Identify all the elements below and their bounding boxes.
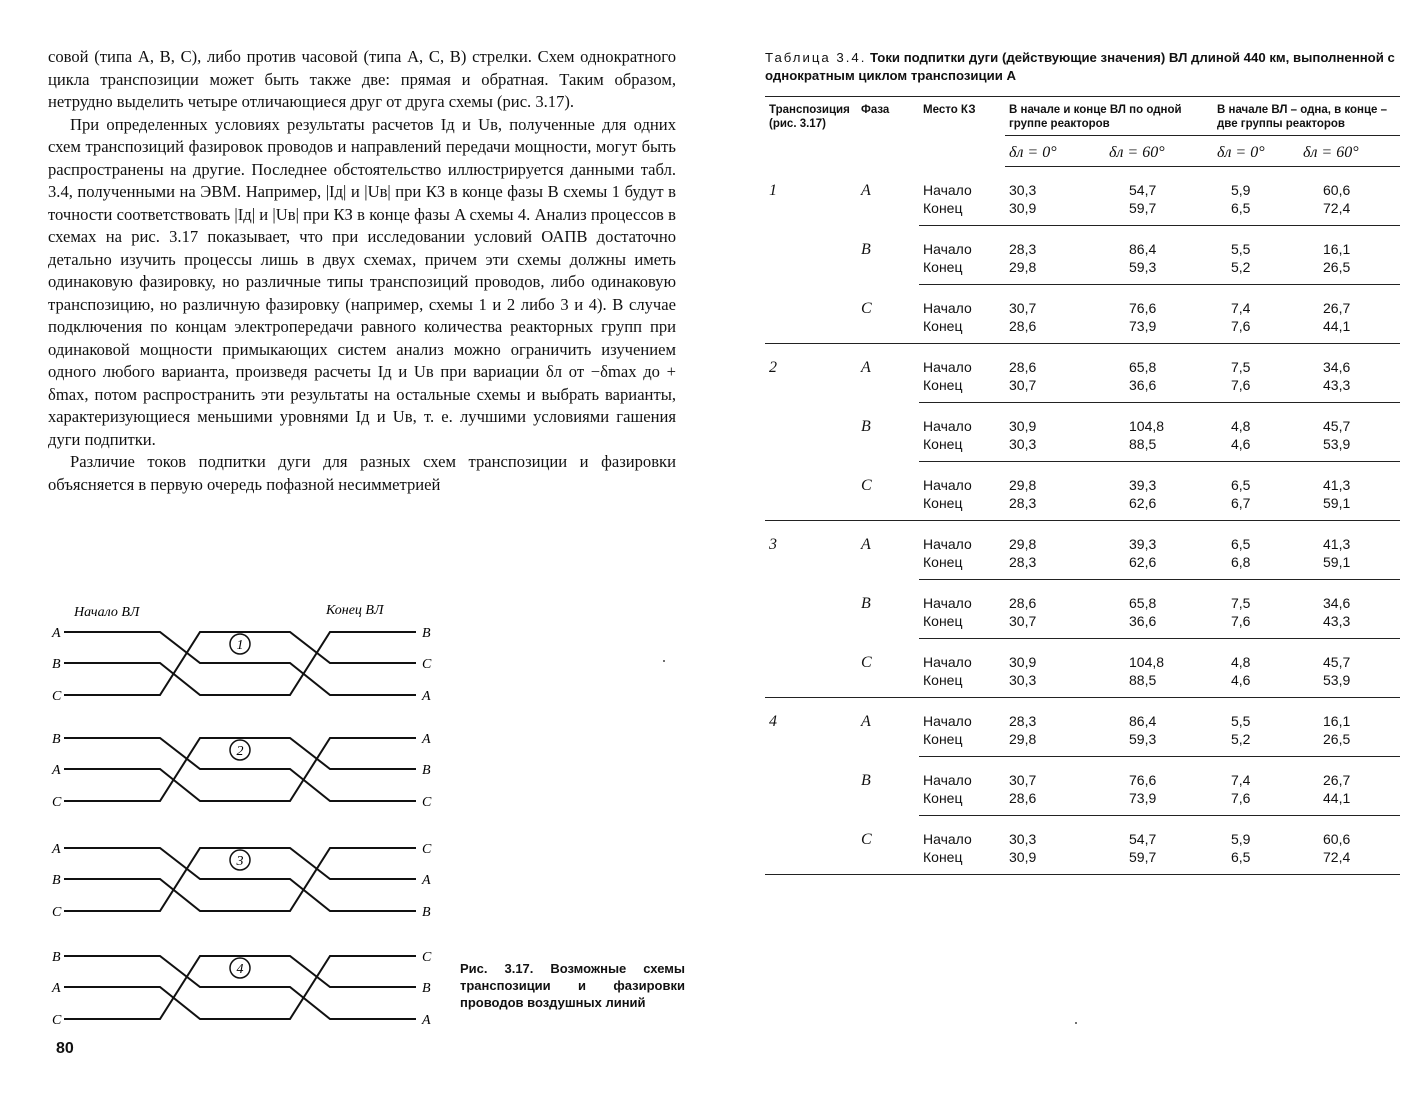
phase-label-right: A xyxy=(422,873,431,888)
value-cell xyxy=(1213,344,1299,403)
value-cell xyxy=(1005,580,1105,639)
value-cell xyxy=(1213,816,1299,875)
transposition-cell-text: 2 xyxy=(769,359,777,376)
phase-cell xyxy=(857,816,919,875)
transposition-cell xyxy=(765,226,857,285)
fault-cell-line: Начало xyxy=(923,713,972,729)
transposition-cell xyxy=(765,462,857,521)
phase-label-right: C xyxy=(422,842,432,857)
value-cell xyxy=(1105,226,1213,285)
phase-label-left: B xyxy=(52,950,61,965)
phase-label-left: A xyxy=(52,842,61,857)
fault-cell xyxy=(919,344,1005,403)
phase-cell-text: A xyxy=(861,536,871,553)
value-cell-line: 54,7 xyxy=(1129,182,1157,198)
value-cell-line: 30,3 xyxy=(1009,831,1037,847)
value-cell-line: 4,8 xyxy=(1231,418,1251,434)
header-fault: Место КЗ xyxy=(919,97,1005,167)
value-cell xyxy=(1105,580,1213,639)
value-cell-line: 16,1 xyxy=(1323,241,1351,257)
fault-cell-line: Начало xyxy=(923,536,972,552)
phase-label-left: A xyxy=(52,626,61,641)
phase-cell xyxy=(857,698,919,757)
value-cell-line: 29,8 xyxy=(1009,536,1037,552)
value-cell-line: 5,2 xyxy=(1231,731,1251,747)
table-row xyxy=(765,462,1400,521)
value-cell-line: 5,5 xyxy=(1231,713,1251,729)
transposition-cell-text: 3 xyxy=(769,536,777,553)
phase-label-right: C xyxy=(422,795,432,810)
phase-label-right: B xyxy=(422,626,431,641)
value-cell xyxy=(1105,521,1213,580)
phase-cell-text: B xyxy=(861,594,871,612)
table-caption xyxy=(765,49,1395,85)
value-cell-line: 41,3 xyxy=(1323,536,1351,552)
value-cell-line: 26,5 xyxy=(1323,731,1351,747)
value-cell-line: 73,9 xyxy=(1129,318,1157,334)
scheme-number: 2 xyxy=(236,744,244,759)
value-cell-line: 7,6 xyxy=(1231,613,1251,629)
figure-start-label: Начало ВЛ xyxy=(74,605,140,620)
value-cell-line: 7,5 xyxy=(1231,359,1251,375)
phase-label-left: A xyxy=(52,763,61,778)
phase-label-right: C xyxy=(422,950,432,965)
phase-label-left: C xyxy=(52,1013,62,1028)
header-d0-a: δл = 0° xyxy=(1005,136,1105,167)
value-cell-line: 28,6 xyxy=(1009,790,1037,806)
phase-label-left: C xyxy=(52,689,62,704)
value-cell-line: 30,9 xyxy=(1009,200,1037,216)
fault-cell-line: Начало xyxy=(923,241,972,257)
value-cell xyxy=(1213,462,1299,521)
phase-label-left: C xyxy=(52,905,62,920)
phase-label-right: C xyxy=(422,657,432,672)
value-cell xyxy=(1213,167,1299,226)
header-d0-b: δл = 0° xyxy=(1213,136,1299,167)
value-cell-line: 65,8 xyxy=(1129,595,1157,611)
value-cell-line: 30,7 xyxy=(1009,772,1037,788)
value-cell-line: 7,4 xyxy=(1231,772,1251,788)
fault-cell-line: Конец xyxy=(923,377,963,393)
fault-cell xyxy=(919,698,1005,757)
transposition-cell xyxy=(765,639,857,698)
table-3-4 xyxy=(765,96,1400,875)
value-cell xyxy=(1005,344,1105,403)
page-speck xyxy=(663,660,665,662)
value-cell-line: 6,5 xyxy=(1231,200,1251,216)
value-cell-line: 62,6 xyxy=(1129,554,1157,570)
transposition-cell xyxy=(765,167,857,226)
value-cell-line: 5,2 xyxy=(1231,259,1251,275)
header-transposition: Транспозиция (рис. 3.17) xyxy=(765,97,857,167)
table-row xyxy=(765,698,1400,757)
value-cell-line: 30,9 xyxy=(1009,849,1037,865)
fault-cell xyxy=(919,285,1005,344)
value-cell-line: 7,5 xyxy=(1231,595,1251,611)
value-cell-line: 59,7 xyxy=(1129,200,1157,216)
fault-cell xyxy=(919,816,1005,875)
value-cell-line: 39,3 xyxy=(1129,477,1157,493)
value-cell-line: 5,5 xyxy=(1231,241,1251,257)
value-cell-line: 28,3 xyxy=(1009,713,1037,729)
fault-cell-line: Начало xyxy=(923,831,972,847)
value-cell-line: 62,6 xyxy=(1129,495,1157,511)
fault-cell xyxy=(919,462,1005,521)
value-cell-line: 28,3 xyxy=(1009,554,1037,570)
value-cell-line: 30,3 xyxy=(1009,436,1037,452)
table-title: Токи подпитки дуги (действующие значения) ВЛ длиной 440 км, выполненной с однократным циклом транспозиции A xyxy=(765,50,1395,83)
value-cell xyxy=(1105,639,1213,698)
transposition-figure xyxy=(50,598,450,1038)
value-cell xyxy=(1005,639,1105,698)
figure-end-label: Конец ВЛ xyxy=(326,603,384,618)
value-cell xyxy=(1299,462,1400,521)
fault-cell xyxy=(919,757,1005,816)
value-cell-line: 7,6 xyxy=(1231,318,1251,334)
value-cell xyxy=(1105,403,1213,462)
value-cell xyxy=(1299,403,1400,462)
table-row xyxy=(765,757,1400,816)
value-cell xyxy=(1213,580,1299,639)
value-cell-line: 59,3 xyxy=(1129,259,1157,275)
page-number: 80 xyxy=(56,1040,74,1057)
value-cell xyxy=(1005,757,1105,816)
value-cell xyxy=(1005,816,1105,875)
header-d60-a: δл = 60° xyxy=(1105,136,1213,167)
fault-cell-line: Начало xyxy=(923,418,972,434)
transposition-cell xyxy=(765,757,857,816)
value-cell-line: 7,4 xyxy=(1231,300,1251,316)
value-cell-line: 34,6 xyxy=(1323,595,1351,611)
value-cell-line: 6,5 xyxy=(1231,536,1251,552)
header-group2: В начале ВЛ – одна, в конце – две группы реакторов xyxy=(1213,97,1400,136)
phase-cell-text: A xyxy=(861,181,871,199)
table-row xyxy=(765,580,1400,639)
value-cell-line: 36,6 xyxy=(1129,613,1157,629)
phase-cell xyxy=(857,462,919,521)
scheme-number: 3 xyxy=(236,854,244,869)
table-row xyxy=(765,521,1400,580)
paragraph-1: совой (типа A, B, C), либо против часовой (типа A, C, B) стрелки. Схем однократного цикла транспозиции может быть также две: прямая и обратная. Таким образом, нетрудно выделить четыре отличающиеся друг от друга схемы (рис. 3.17). xyxy=(48,47,676,111)
phase-label-right: B xyxy=(422,981,431,996)
phase-cell-text: C xyxy=(861,299,872,317)
value-cell-line: 28,3 xyxy=(1009,241,1037,257)
fault-cell-line: Конец xyxy=(923,554,963,570)
phase-label-right: A xyxy=(422,732,431,747)
value-cell-line: 30,7 xyxy=(1009,613,1037,629)
phase-label-right: B xyxy=(422,905,431,920)
value-cell-line: 53,9 xyxy=(1323,436,1351,452)
value-cell-line: 7,6 xyxy=(1231,790,1251,806)
value-cell-line: 86,4 xyxy=(1129,713,1157,729)
value-cell xyxy=(1105,285,1213,344)
value-cell xyxy=(1299,580,1400,639)
value-cell-line: 53,9 xyxy=(1323,672,1351,688)
fault-cell-line: Начало xyxy=(923,359,972,375)
header-group1: В начале и конце ВЛ по одной группе реакторов xyxy=(1005,97,1213,136)
value-cell-line: 65,8 xyxy=(1129,359,1157,375)
fault-cell xyxy=(919,403,1005,462)
transposition-cell xyxy=(765,698,857,757)
phase-label-left: B xyxy=(52,657,61,672)
phase-cell xyxy=(857,757,919,816)
value-cell-line: 30,3 xyxy=(1009,182,1037,198)
value-cell-line: 59,1 xyxy=(1323,554,1351,570)
fault-cell-line: Конец xyxy=(923,199,963,216)
value-cell-line: 59,7 xyxy=(1129,849,1157,865)
value-cell xyxy=(1213,521,1299,580)
phase-cell xyxy=(857,580,919,639)
fault-cell-line: Конец xyxy=(923,731,963,747)
value-cell-line: 5,9 xyxy=(1231,831,1251,847)
header-phase: Фаза xyxy=(857,97,919,167)
phase-cell xyxy=(857,639,919,698)
fault-cell-line: Конец xyxy=(923,259,963,275)
value-cell xyxy=(1213,226,1299,285)
scheme-number: 4 xyxy=(236,962,244,977)
fault-cell-line: Начало xyxy=(923,181,972,198)
value-cell-line: 44,1 xyxy=(1323,318,1351,334)
value-cell-line: 4,8 xyxy=(1231,654,1251,670)
value-cell-line: 30,9 xyxy=(1009,418,1037,434)
value-cell-line: 76,6 xyxy=(1129,300,1157,316)
phase-cell-text: C xyxy=(861,830,872,848)
fault-cell xyxy=(919,639,1005,698)
transposition-cell xyxy=(765,580,857,639)
value-cell xyxy=(1005,698,1105,757)
scheme-3 xyxy=(51,842,432,920)
phase-label-left: A xyxy=(52,981,61,996)
value-cell-line: 6,8 xyxy=(1231,554,1251,570)
phase-cell xyxy=(857,226,919,285)
value-cell-line: 29,8 xyxy=(1009,477,1037,493)
value-cell-line: 4,6 xyxy=(1231,672,1251,688)
value-cell-line: 43,3 xyxy=(1323,377,1351,393)
value-cell-line: 88,5 xyxy=(1129,672,1157,688)
phase-cell-text: B xyxy=(861,240,871,258)
value-cell xyxy=(1299,344,1400,403)
fault-cell xyxy=(919,580,1005,639)
value-cell xyxy=(1213,757,1299,816)
value-cell xyxy=(1105,816,1213,875)
table-row xyxy=(765,639,1400,698)
value-cell-line: 76,6 xyxy=(1129,772,1157,788)
phase-cell-text: B xyxy=(861,771,871,789)
table-row xyxy=(765,816,1400,875)
figure-caption: Рис. 3.17. Возможные схемы транспозиции и фазировки проводов воздушных линий xyxy=(460,961,685,1010)
value-cell xyxy=(1299,521,1400,580)
scheme-1 xyxy=(51,626,432,704)
value-cell xyxy=(1105,344,1213,403)
value-cell-line: 6,5 xyxy=(1231,849,1251,865)
phase-cell xyxy=(857,521,919,580)
phase-cell xyxy=(857,285,919,344)
fault-cell-line: Конец xyxy=(923,318,963,334)
fault-cell-line: Конец xyxy=(923,849,963,865)
value-cell-line: 7,6 xyxy=(1231,377,1251,393)
value-cell xyxy=(1005,167,1105,226)
value-cell xyxy=(1005,403,1105,462)
table-row xyxy=(765,167,1400,226)
value-cell xyxy=(1299,285,1400,344)
value-cell-line: 36,6 xyxy=(1129,377,1157,393)
phase-label-right: A xyxy=(422,1013,431,1028)
value-cell-line: 60,6 xyxy=(1323,182,1351,198)
value-cell-line: 6,5 xyxy=(1231,477,1251,493)
value-cell xyxy=(1213,403,1299,462)
value-cell-line: 29,8 xyxy=(1009,259,1037,275)
body-text xyxy=(48,46,676,496)
phase-label-left: B xyxy=(52,873,61,888)
transposition-cell xyxy=(765,816,857,875)
value-cell-line: 30,7 xyxy=(1009,377,1037,393)
fault-cell-line: Конец xyxy=(923,672,963,688)
value-cell-line: 26,7 xyxy=(1323,772,1351,788)
transposition-cell xyxy=(765,285,857,344)
value-cell-line: 30,9 xyxy=(1009,654,1037,670)
transposition-cell xyxy=(765,403,857,462)
table-row xyxy=(765,226,1400,285)
phase-label-right: A xyxy=(422,689,431,704)
value-cell xyxy=(1005,226,1105,285)
transposition-cell xyxy=(765,344,857,403)
phase-cell-text: C xyxy=(861,476,872,494)
value-cell xyxy=(1299,167,1400,226)
scheme-number: 1 xyxy=(236,638,244,653)
value-cell xyxy=(1105,757,1213,816)
value-cell-line: 41,3 xyxy=(1323,477,1351,493)
header-d60-b: δл = 60° xyxy=(1299,136,1400,167)
value-cell-line: 28,6 xyxy=(1009,595,1037,611)
value-cell-line: 29,8 xyxy=(1009,731,1037,747)
value-cell-line: 72,4 xyxy=(1323,849,1351,865)
table-row xyxy=(765,285,1400,344)
value-cell xyxy=(1299,698,1400,757)
value-cell-line: 6,7 xyxy=(1231,495,1251,511)
fault-cell-line: Начало xyxy=(923,772,972,788)
value-cell xyxy=(1105,462,1213,521)
value-cell-line: 54,7 xyxy=(1129,831,1157,847)
value-cell xyxy=(1213,639,1299,698)
value-cell-line: 59,1 xyxy=(1323,495,1351,511)
phase-cell xyxy=(857,344,919,403)
phase-cell-text: A xyxy=(861,359,871,376)
value-cell-line: 26,7 xyxy=(1323,300,1351,316)
value-cell-line: 16,1 xyxy=(1323,713,1351,729)
value-cell xyxy=(1213,698,1299,757)
value-cell-line: 45,7 xyxy=(1323,418,1351,434)
paragraph-2: При определенных условиях результаты расчетов Iд и Uв, полученные для одних схем транспозиций фазировок проводов и направлений передачи мощности, могут быть распространены на другие. Последнее обстоятельство иллюстрируется данными табл. 3.4, полученными на ЭВМ. Например, |Iд| и |Uв| при КЗ в конце фазы B схемы 1 будут в точности соответствовать |Iд| и |Uв| при КЗ в конце фазы A схемы 4. Анализ процессов в схемах на рис. 3.17 показывает, что при исследовании условий ОАПВ достаточно детально изучить процессы лишь в двух схемах, причем эти схемы должны иметь одинаковую фазировку, но различные типы транспозиций проводов, либо одинаковую транспозицию, но различную фазировку (например, схемы 1 и 2 либо 3 и 4). В случае подключения по концам электропередачи равного количества реакторных групп при одинаковой мощности примыкающих систем анализ можно ограничить изучением одного любого варианта, произведя расчеты Iд и Uв при вариации δл от −δmax до + δmax, потом распространить эти результаты на остальные схемы и выбрать варианты, характеризующиеся меньшими уровнями Iд и Uв, т. е. лучшими условиями гашения дуги подпитки. xyxy=(48,114,676,449)
fault-cell-line: Начало xyxy=(923,300,972,316)
value-cell-line: 104,8 xyxy=(1129,418,1165,434)
value-cell xyxy=(1005,285,1105,344)
transposition-cell-text: 4 xyxy=(769,713,777,730)
fault-cell-line: Начало xyxy=(923,595,972,611)
fault-cell-line: Конец xyxy=(923,436,963,452)
phase-cell-text: B xyxy=(861,417,871,435)
value-cell-line: 26,5 xyxy=(1323,259,1351,275)
transposition-cell xyxy=(765,521,857,580)
value-cell-line: 39,3 xyxy=(1129,536,1157,552)
value-cell-line: 88,5 xyxy=(1129,436,1157,452)
value-cell-line: 44,1 xyxy=(1323,790,1351,806)
fault-cell xyxy=(919,167,1005,226)
phase-label-left: C xyxy=(52,795,62,810)
table-label: Таблица 3.4. xyxy=(765,50,867,65)
value-cell-line: 72,4 xyxy=(1323,200,1351,216)
value-cell xyxy=(1299,639,1400,698)
scheme-2 xyxy=(51,732,432,810)
value-cell xyxy=(1005,462,1105,521)
value-cell xyxy=(1299,816,1400,875)
fault-cell-line: Начало xyxy=(923,477,972,493)
value-cell-line: 34,6 xyxy=(1323,359,1351,375)
scheme-4 xyxy=(51,950,432,1028)
fault-cell xyxy=(919,521,1005,580)
value-cell-line: 30,7 xyxy=(1009,300,1037,316)
value-cell xyxy=(1299,226,1400,285)
phase-cell-text: C xyxy=(861,653,872,671)
phase-cell xyxy=(857,403,919,462)
phase-label-left: B xyxy=(52,732,61,747)
fault-cell-line: Конец xyxy=(923,495,963,511)
phase-label-right: B xyxy=(422,763,431,778)
value-cell-line: 28,6 xyxy=(1009,318,1037,334)
phase-cell-text: A xyxy=(861,713,871,730)
value-cell-line: 5,9 xyxy=(1231,182,1251,198)
value-cell xyxy=(1213,285,1299,344)
fault-cell-line: Конец xyxy=(923,790,963,806)
fault-cell xyxy=(919,226,1005,285)
value-cell-line: 60,6 xyxy=(1323,831,1351,847)
value-cell-line: 28,6 xyxy=(1009,359,1037,375)
fault-cell-line: Конец xyxy=(923,613,963,629)
value-cell-line: 28,3 xyxy=(1009,495,1037,511)
value-cell xyxy=(1105,698,1213,757)
value-cell xyxy=(1299,757,1400,816)
value-cell-line: 30,3 xyxy=(1009,672,1037,688)
value-cell-line: 4,6 xyxy=(1231,436,1251,452)
value-cell xyxy=(1005,521,1105,580)
value-cell-line: 73,9 xyxy=(1129,790,1157,806)
value-cell-line: 59,3 xyxy=(1129,731,1157,747)
table-row xyxy=(765,344,1400,403)
paragraph-3: Различие токов подпитки дуги для разных схем транспозиции и фазировки объясняется в первую очередь пофазной несимметрией xyxy=(48,452,676,494)
fault-cell-line: Начало xyxy=(923,654,972,670)
value-cell-line: 104,8 xyxy=(1129,654,1165,670)
value-cell-line: 86,4 xyxy=(1129,241,1157,257)
value-cell xyxy=(1105,167,1213,226)
value-cell-line: 45,7 xyxy=(1323,654,1351,670)
page-speck xyxy=(1075,1022,1077,1024)
phase-cell xyxy=(857,167,919,226)
table-row xyxy=(765,403,1400,462)
transposition-cell-text: 1 xyxy=(769,181,777,199)
value-cell-line: 43,3 xyxy=(1323,613,1351,629)
